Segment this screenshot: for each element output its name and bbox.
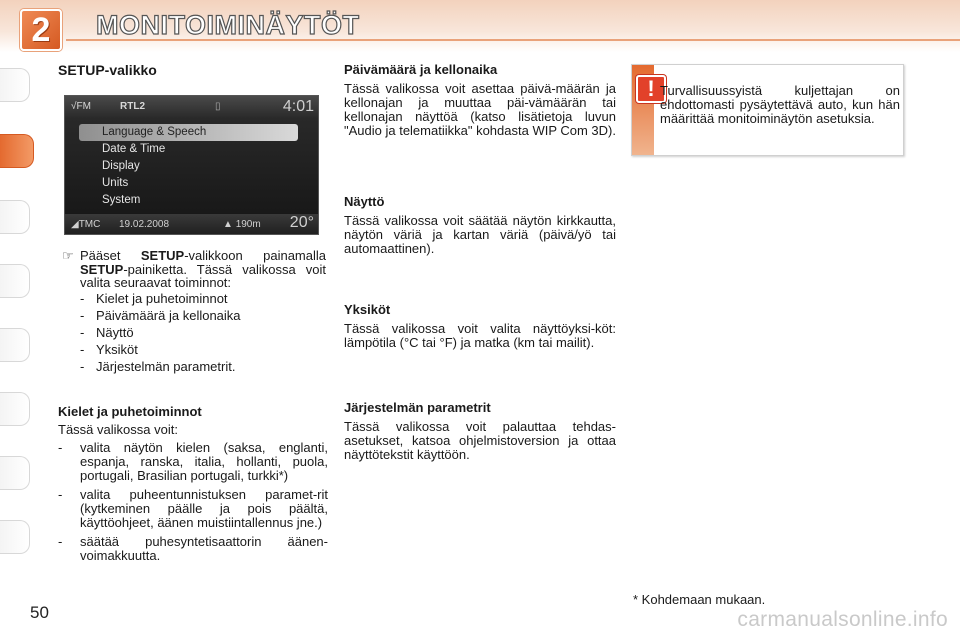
screen-menu-item: Units (102, 177, 129, 189)
phone-icon: ▯ (215, 101, 221, 112)
list-item: - Kielet ja puhetoiminnot (80, 291, 228, 306)
chapter-badge (20, 9, 62, 51)
system-title: Järjestelmän parametrit (344, 400, 491, 415)
setup-screen-image (64, 95, 319, 235)
chapter-number: 2 (31, 11, 51, 49)
pointing-hand-icon: ☞ (62, 248, 74, 263)
units-section (344, 303, 616, 350)
side-tab[interactable] (0, 456, 30, 490)
side-tabs (0, 60, 34, 580)
system-text: Tässä valikossa voit palauttaa tehdas-asetukset, katsoa ohjelmistoversion ja ottaa näyttötekstit käyttöön. (344, 419, 616, 462)
date-time-title: Päivämäärä ja kellonaika (344, 62, 498, 77)
screen-bottom-bar (65, 214, 319, 234)
page-number: 50 (30, 603, 49, 622)
system-section (344, 401, 616, 462)
display-section (344, 195, 616, 256)
tmc-label: ◢TMC (71, 219, 101, 230)
list-item: - Päivämäärä ja kellonaika (80, 308, 241, 323)
setup-intro-text: Pääset SETUP-valikkoon painamalla SETUP-painiketta. Tässä valikossa voit valita seuraavat toiminnot: (80, 248, 326, 290)
list-item: - Näyttö (80, 325, 134, 340)
screen-menu-item: Language & Speech (79, 124, 298, 141)
warning-icon: ! (636, 75, 666, 103)
clock-label: 4:01 (282, 98, 314, 115)
setup-section (58, 63, 328, 85)
distance-label: ▲ 190m (223, 219, 261, 230)
side-tab[interactable] (0, 200, 30, 234)
side-tab-active[interactable] (0, 134, 34, 168)
side-tab[interactable] (0, 264, 30, 298)
screen-status-bar (65, 96, 319, 118)
side-tab[interactable] (0, 520, 30, 554)
warning-box (631, 64, 904, 156)
languages-list (58, 441, 328, 563)
list-item: - valita puheentunnistuksen paramet-rit (kytkeminen päälle ja pois päältä, käyttöohjeet, äänen muistiintallennus jne.) (58, 487, 328, 530)
languages-section (58, 405, 328, 568)
setup-intro (62, 249, 326, 290)
radio-band-label: √FM (71, 101, 91, 112)
footnote: * Kohdemaan mukaan. (633, 592, 766, 607)
side-tab[interactable] (0, 392, 30, 426)
display-text: Tässä valikossa voit säätää näytön kirkkautta, näytön väriä ja kartan väriä (päivä/yö tai automaattinen). (344, 213, 616, 256)
screen-menu-item: Display (102, 160, 140, 172)
languages-lead: Tässä valikossa voit: (58, 422, 178, 437)
setup-title: SETUP-valikko (58, 62, 157, 78)
list-item: - säätää puhesyntetisaattorin äänen-voimakkuutta. (58, 534, 328, 563)
screen-menu (65, 124, 319, 209)
units-title: Yksiköt (344, 302, 391, 317)
watermark: carmanualsonline.info (737, 608, 948, 631)
setup-options-list (80, 291, 241, 376)
station-label: RTL2 (120, 101, 145, 112)
date-time-section (344, 63, 616, 138)
page-title: MONITOIMINÄYTÖT (96, 10, 360, 40)
warning-text: Turvallisuussyistä kuljettajan on ehdottomasti pysäytettävä auto, kun hän määrittää monitoiminäytön asetuksia. (660, 83, 900, 126)
screen-menu-item: Date & Time (102, 143, 166, 155)
list-item: - Yksiköt (80, 342, 138, 357)
side-tab[interactable] (0, 328, 30, 362)
units-text: Tässä valikossa voit valita näyttöyksi-köt: lämpötila (°C tai °F) ja matka (km tai mailit). (344, 321, 616, 350)
list-item: - Järjestelmän parametrit. (80, 359, 236, 374)
display-title: Näyttö (344, 194, 385, 209)
languages-title: Kielet ja puhetoiminnot (58, 404, 202, 419)
date-label: 19.02.2008 (119, 219, 170, 230)
temperature-label: 20° (289, 214, 314, 231)
screen-menu-item: System (102, 194, 141, 206)
date-time-text: Tässä valikossa voit asettaa päivä-määrän ja kellonajan ja muuttaa päi-vämäärän tai kellonajan näyttöä (katso lisätietoja luvun "Audio ja telematiikka" kohdasta WIP Com 3D). (344, 81, 616, 138)
side-tab[interactable] (0, 68, 30, 102)
list-item: - valita näytön kielen (saksa, englanti, espanja, ranska, italia, hollanti, puola, portugali, Brasilian portugali, turkki*) (58, 440, 328, 483)
